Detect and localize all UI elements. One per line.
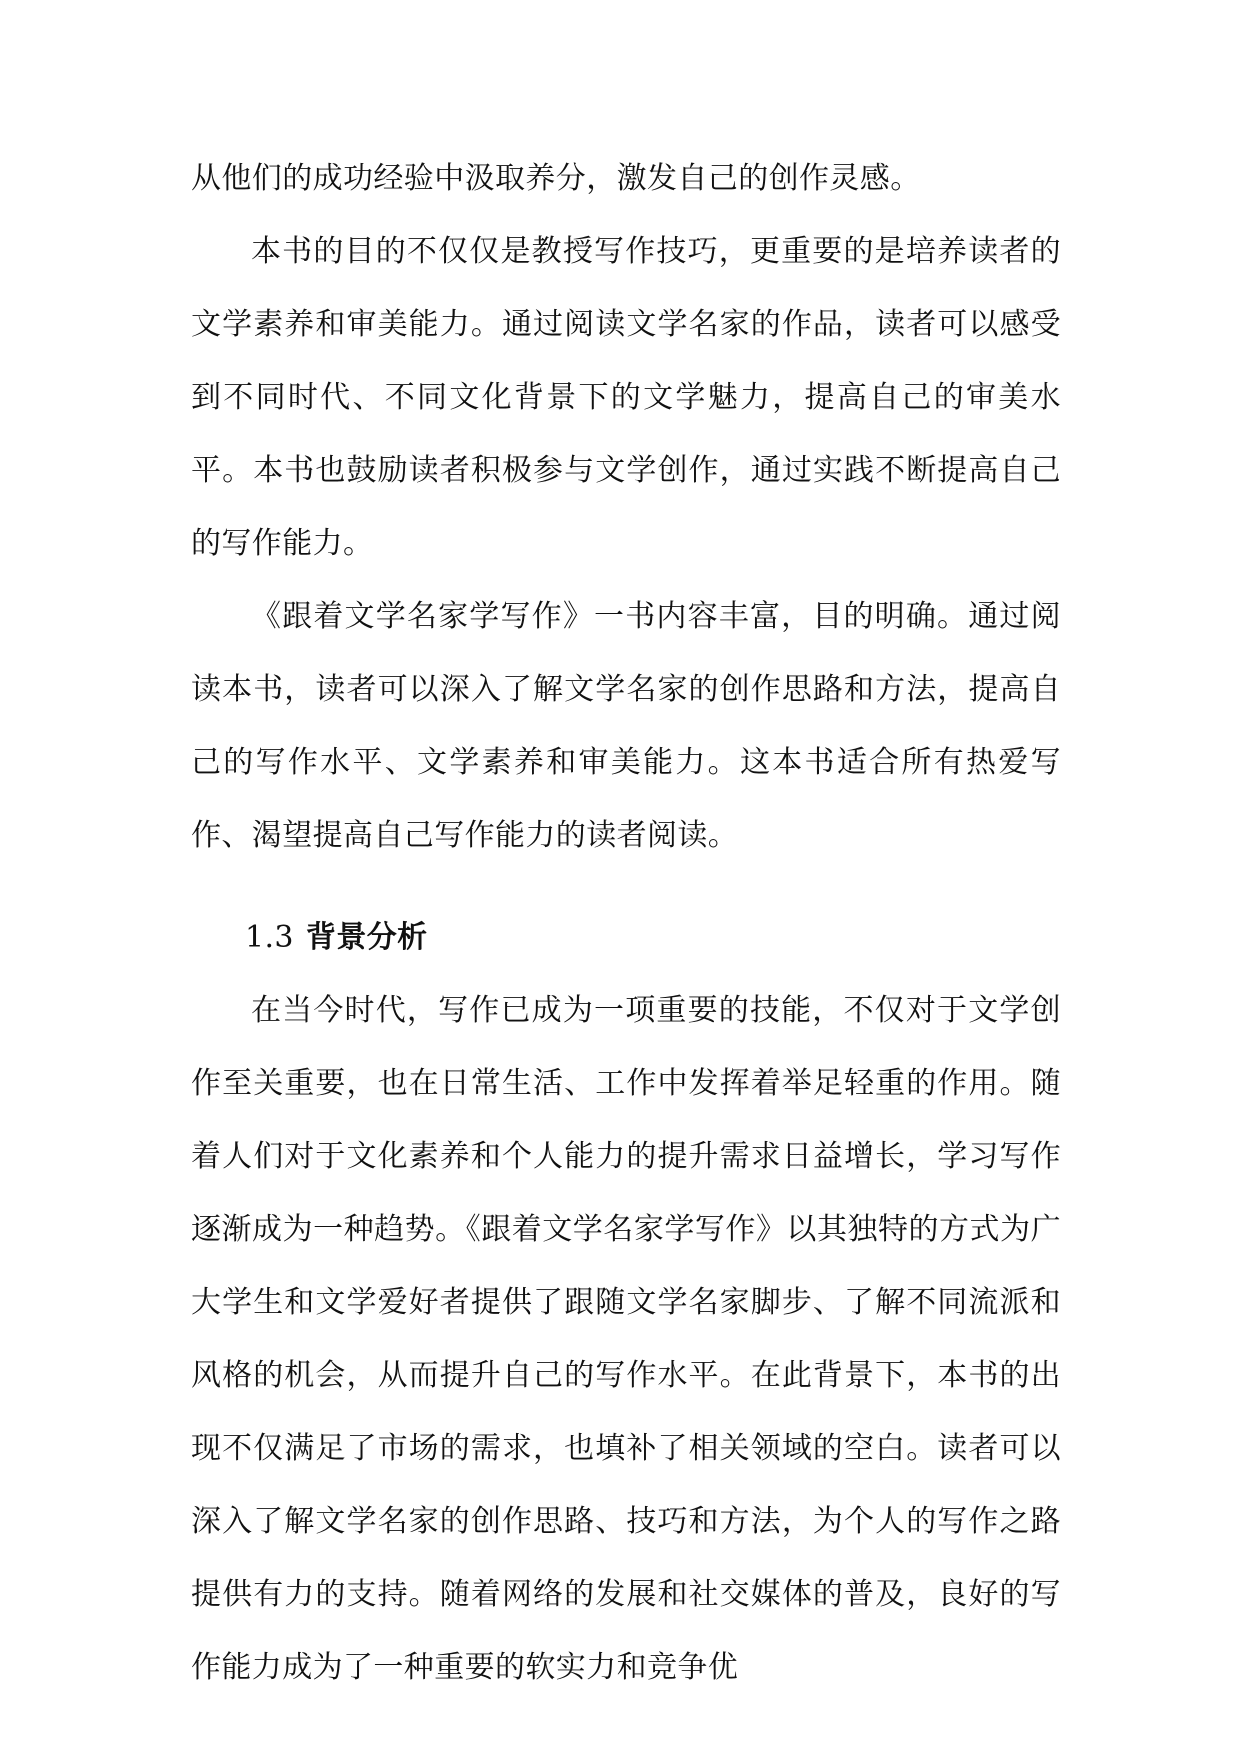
paragraph-book-purpose: 本书的目的不仅仅是教授写作技巧，更重要的是培养读者的文学素养和审美能力。通过阅读文学名家的作品，读者可以感受到不同时代、不同文化背景下的文学魅力，提高自己的审美水平。本书也鼓励读者积极参与文学创作，通过实践不断提高自己的写作能力。 (191, 234, 1061, 561)
section-title: 背景分析 (305, 920, 428, 955)
paragraph-book-summary: 《跟着文学名家学写作》一书内容丰富，目的明确。通过阅读本书，读者可以深入了解文学名家的创作思路和方法，提高自己的写作水平、文学素养和审美能力。这本书适合所有热爱写作、渴望提高自己写作能力的读者阅读。 (191, 599, 1061, 853)
paragraph-continuation: 从他们的成功经验中汲取养分，激发自己的创作灵感。 (191, 161, 921, 196)
section-heading (191, 901, 1061, 974)
section-number: 1.3 (245, 920, 294, 955)
document-body (191, 142, 1061, 1704)
paragraph-background: 在当今时代，写作已成为一项重要的技能，不仅对于文学创作至关重要，也在日常生活、工作中发挥着举足轻重的作用。随着人们对于文化素养和个人能力的提升需求日益增长，学习写作逐渐成为一种趋势。《跟着文学名家学写作》以其独特的方式为广大学生和文学爱好者提供了跟随文学名家脚步、了解不同流派和风格的机会，从而提升自己的写作水平。在此背景下，本书的出现不仅满足了市场的需求，也填补了相关领域的空白。读者可以深入了解文学名家的创作思路、技巧和方法，为个人的写作之路提供有力的支持。随着网络的发展和社交媒体的普及，良好的写作能力成为了一种重要的软实力和竞争优 (191, 993, 1061, 1685)
